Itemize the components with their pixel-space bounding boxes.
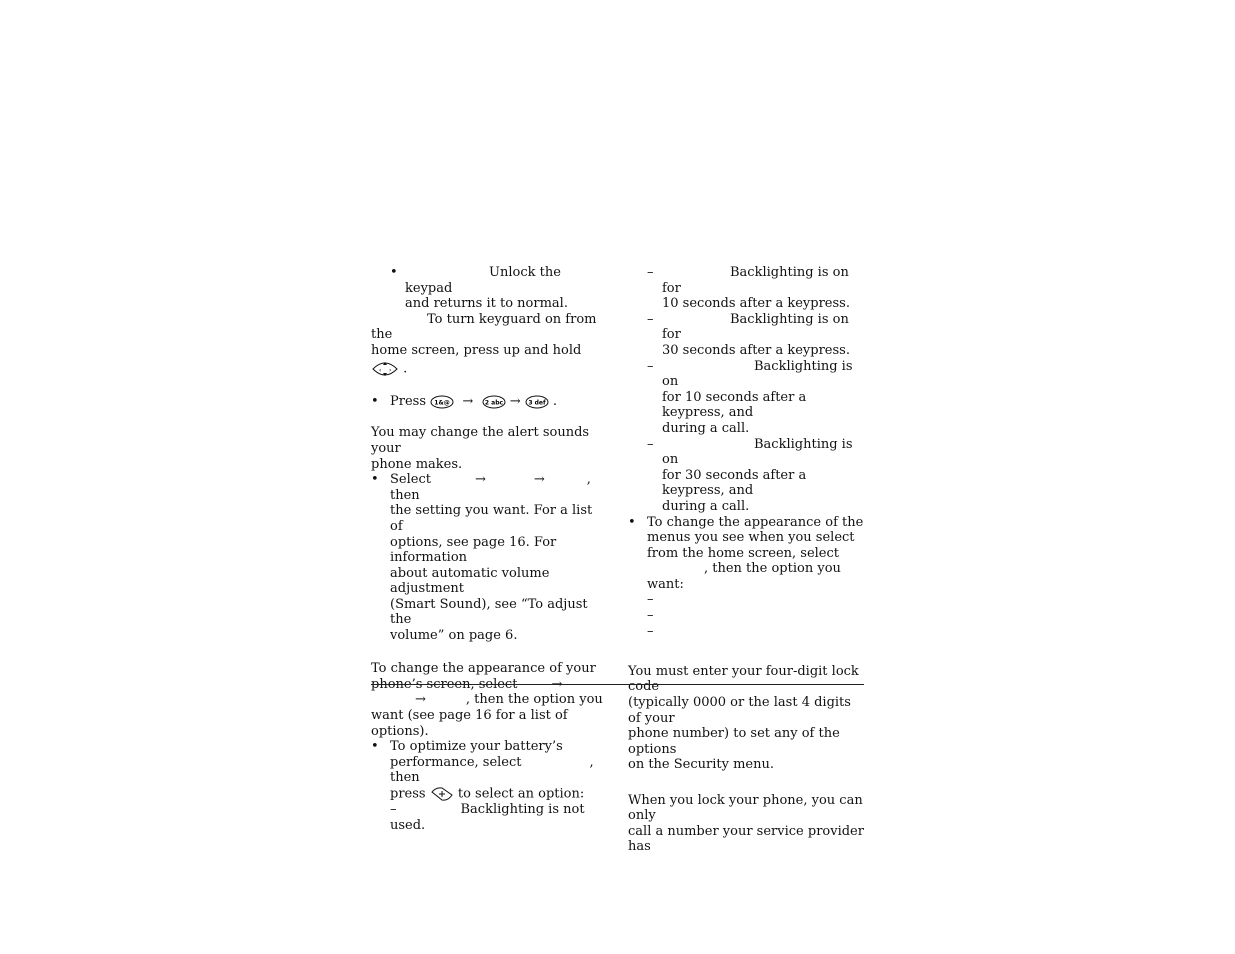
bullet: • bbox=[390, 265, 398, 280]
dash: – bbox=[647, 265, 654, 280]
bullet: • bbox=[628, 514, 636, 530]
alert-step-line: options, see page 16. For information bbox=[390, 534, 557, 566]
svg-text:‹: ‹ bbox=[379, 366, 382, 374]
alert-step-line: the setting you want. For a list of bbox=[390, 503, 593, 534]
battery-step-line bbox=[371, 755, 607, 786]
backlight-option bbox=[628, 312, 864, 343]
backlight-option-line: 30 seconds after a keypress. bbox=[662, 342, 850, 358]
alert-step bbox=[371, 472, 607, 503]
bullet: • bbox=[371, 472, 379, 488]
lock-paragraph: When you lock your phone, you can only bbox=[628, 792, 863, 824]
arrow: → bbox=[462, 394, 474, 410]
backlight-option bbox=[628, 359, 864, 390]
arrow: → bbox=[415, 692, 426, 708]
press-instruction bbox=[371, 394, 607, 410]
period: . bbox=[403, 361, 408, 377]
keyguard-tip bbox=[371, 312, 607, 343]
dash: – bbox=[647, 311, 654, 327]
menus-text: , then the option you want: bbox=[647, 561, 841, 592]
backlight-option-line: for 10 seconds after a keypress, and bbox=[662, 389, 807, 421]
key-3-icon bbox=[525, 395, 549, 409]
alert-step-line: about automatic volume adjustment bbox=[390, 565, 550, 597]
backlight-option-text: Backlighting is not used. bbox=[390, 802, 585, 833]
select-key-icon bbox=[430, 786, 454, 802]
svg-text:2 abc: 2 abc bbox=[484, 399, 503, 407]
backlight-option-line: 10 seconds after a keypress. bbox=[662, 296, 850, 312]
svg-text:1&@: 1&@ bbox=[434, 399, 450, 407]
display-text: phone’s screen, select bbox=[371, 676, 518, 692]
battery-step-line bbox=[371, 786, 607, 802]
dash: – bbox=[647, 436, 654, 452]
menus-text: To change the appearance of the bbox=[647, 514, 864, 530]
battery-step bbox=[371, 739, 607, 755]
dash: – bbox=[647, 623, 654, 639]
backlight-option-text: Backlighting is on for bbox=[662, 265, 849, 296]
alert-intro-2: phone makes. bbox=[371, 456, 463, 472]
keypad-unlock-item bbox=[371, 265, 607, 296]
keyguard-tip-line2 bbox=[371, 343, 607, 379]
security-paragraph: You must enter your four-digit lock code bbox=[628, 663, 859, 695]
arrow: → bbox=[551, 676, 563, 692]
svg-text:›: › bbox=[389, 366, 392, 374]
dash: – bbox=[647, 608, 654, 624]
display-intro-3 bbox=[371, 692, 607, 708]
display-intro-4: want (see page 16 for a list of options). bbox=[371, 708, 568, 739]
keypad-unlock-continued: and returns it to normal. bbox=[405, 296, 568, 312]
arrow: → bbox=[474, 472, 486, 488]
menus-step-line: menus you see when you select bbox=[647, 530, 855, 546]
footer-rule bbox=[371, 684, 864, 685]
menu-style-option bbox=[628, 608, 864, 624]
keyguard-tip-text: To turn keyguard on from the bbox=[371, 311, 597, 343]
svg-text:3 def: 3 def bbox=[528, 399, 546, 407]
menus-step-line bbox=[628, 561, 864, 592]
backlight-option bbox=[628, 265, 864, 296]
keyguard-tip-text-2: home screen, press up and hold bbox=[371, 342, 582, 358]
select-label: Select bbox=[390, 472, 431, 488]
menus-step bbox=[628, 515, 864, 531]
display-text: , then the option you bbox=[465, 692, 603, 708]
bullet: • bbox=[371, 394, 379, 410]
menus-step-line: from the home screen, select bbox=[647, 545, 839, 561]
backlight-option-text: Backlighting is on bbox=[662, 358, 853, 390]
lock-paragraph: call a number your service provider has bbox=[628, 823, 864, 855]
backlight-option-text: Backlighting is on bbox=[662, 436, 853, 468]
battery-text: to select an option: bbox=[457, 786, 585, 802]
alert-step-line: volume” on page 6. bbox=[390, 628, 518, 644]
backlight-option-text: Backlighting is on for bbox=[662, 311, 849, 343]
arrow: → bbox=[533, 472, 545, 488]
press-label: Press bbox=[390, 394, 426, 410]
right-column bbox=[628, 265, 864, 855]
backlight-option bbox=[371, 802, 607, 833]
backlight-option-line: during a call. bbox=[662, 498, 750, 514]
security-paragraph: (typically 0000 or the last 4 digits of your bbox=[628, 695, 851, 726]
alert-step-line: (Smart Sound), see “To adjust the bbox=[390, 596, 588, 628]
period: . bbox=[552, 394, 558, 410]
dash: – bbox=[390, 802, 397, 818]
then-text: , then bbox=[390, 472, 591, 503]
dash: – bbox=[647, 592, 654, 608]
press-label: press bbox=[390, 786, 426, 802]
nav-key-icon bbox=[371, 359, 399, 379]
bullet: • bbox=[371, 739, 379, 755]
left-column bbox=[371, 265, 607, 833]
backlight-option-line: for 30 seconds after a keypress, and bbox=[662, 467, 807, 499]
dash: – bbox=[647, 358, 654, 374]
battery-text: To optimize your battery’s bbox=[390, 739, 563, 755]
menu-style-option bbox=[628, 592, 864, 608]
backlight-option-line: during a call. bbox=[662, 420, 750, 436]
key-2-icon bbox=[482, 395, 506, 409]
alert-intro: You may change the alert sounds your bbox=[371, 425, 590, 456]
security-paragraph: on the Security menu. bbox=[628, 757, 774, 773]
then-text: , then bbox=[390, 754, 594, 786]
security-paragraph: phone number) to set any of the options bbox=[628, 726, 840, 757]
arrow: → bbox=[509, 394, 521, 410]
battery-text: performance, select bbox=[390, 754, 522, 770]
menu-style-option bbox=[628, 624, 864, 640]
keypad-unlock-text: Unlock the keypad bbox=[405, 265, 561, 296]
key-1-icon bbox=[430, 395, 454, 409]
backlight-option bbox=[628, 437, 864, 468]
display-intro: To change the appearance of your bbox=[371, 661, 596, 677]
